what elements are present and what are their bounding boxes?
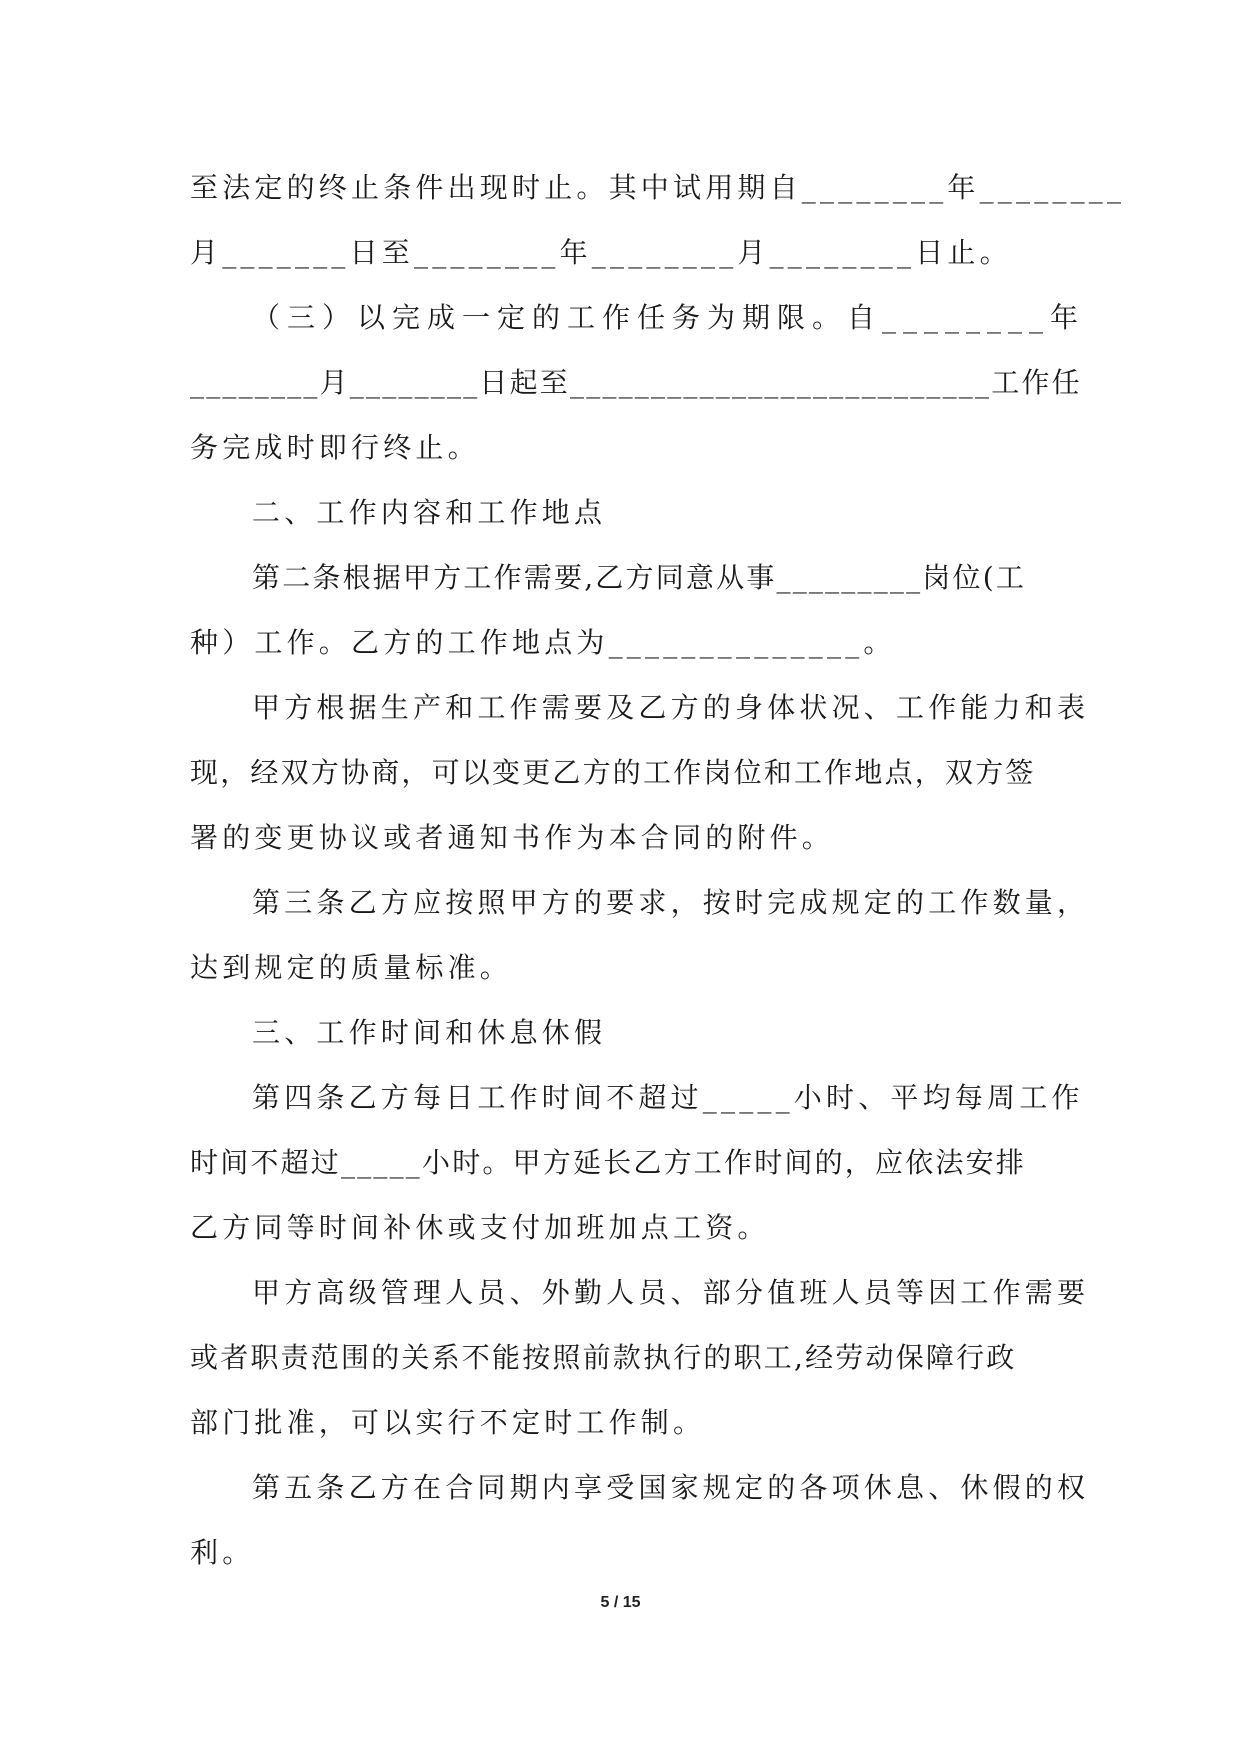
text-line: 署的变更协议或者通知书作为本合同的附件。 (190, 821, 835, 854)
text-line: 种）工作。乙方的工作地点为______________。 (190, 626, 896, 659)
text-line: 第三条乙方应按照甲方的要求，按时完成规定的工作数量， (252, 886, 1090, 919)
text-line: ________月________日起至__________________________工作任 (190, 366, 1082, 399)
text-line: 甲方高级管理人员、外勤人员、部分值班人员等因工作需要 (252, 1276, 1090, 1309)
section-heading: 三、工作时间和休息休假 (252, 1016, 607, 1049)
text-line: 第五条乙方在合同期内享受国家规定的各项休息、休假的权 (252, 1471, 1090, 1504)
text-line: 至法定的终止条件出现时止。其中试用期自________年________ (190, 171, 1126, 204)
text-line: 时间不超过_____小时。甲方延长乙方工作时间的，应依法安排 (190, 1146, 1027, 1179)
text-line: 月_______日至________年________月________日止。 (190, 236, 1012, 269)
page-number: 5 / 15 (600, 1594, 641, 1611)
text-line: 利。 (190, 1536, 255, 1569)
document-body (190, 155, 1126, 1585)
text-line: 务完成时即行终止。 (190, 431, 480, 464)
text-line: 现，经双方协商，可以变更乙方的工作岗位和工作地点，双方签 (190, 756, 1036, 789)
text-line: 第二条根据甲方工作需要,乙方同意从事_________岗位(工 (252, 561, 1027, 594)
text-line: 第四条乙方每日工作时间不超过_____小时、平均每周工作 (252, 1081, 1084, 1114)
text-line: 部门批准，可以实行不定时工作制。 (190, 1406, 706, 1439)
text-line: 或者职责范围的关系不能按照前款执行的职工,经劳动保障行政 (190, 1341, 1017, 1374)
text-line: （三）以完成一定的工作任务为期限。自________年 (252, 301, 1086, 334)
text-line: 乙方同等时间补休或支付加班加点工资。 (190, 1211, 770, 1244)
section-heading: 二、工作内容和工作地点 (252, 496, 607, 529)
text-line: 甲方根据生产和工作需要及乙方的身体状况、工作能力和表 (252, 691, 1090, 724)
text-line: 达到规定的质量标准。 (190, 951, 513, 984)
